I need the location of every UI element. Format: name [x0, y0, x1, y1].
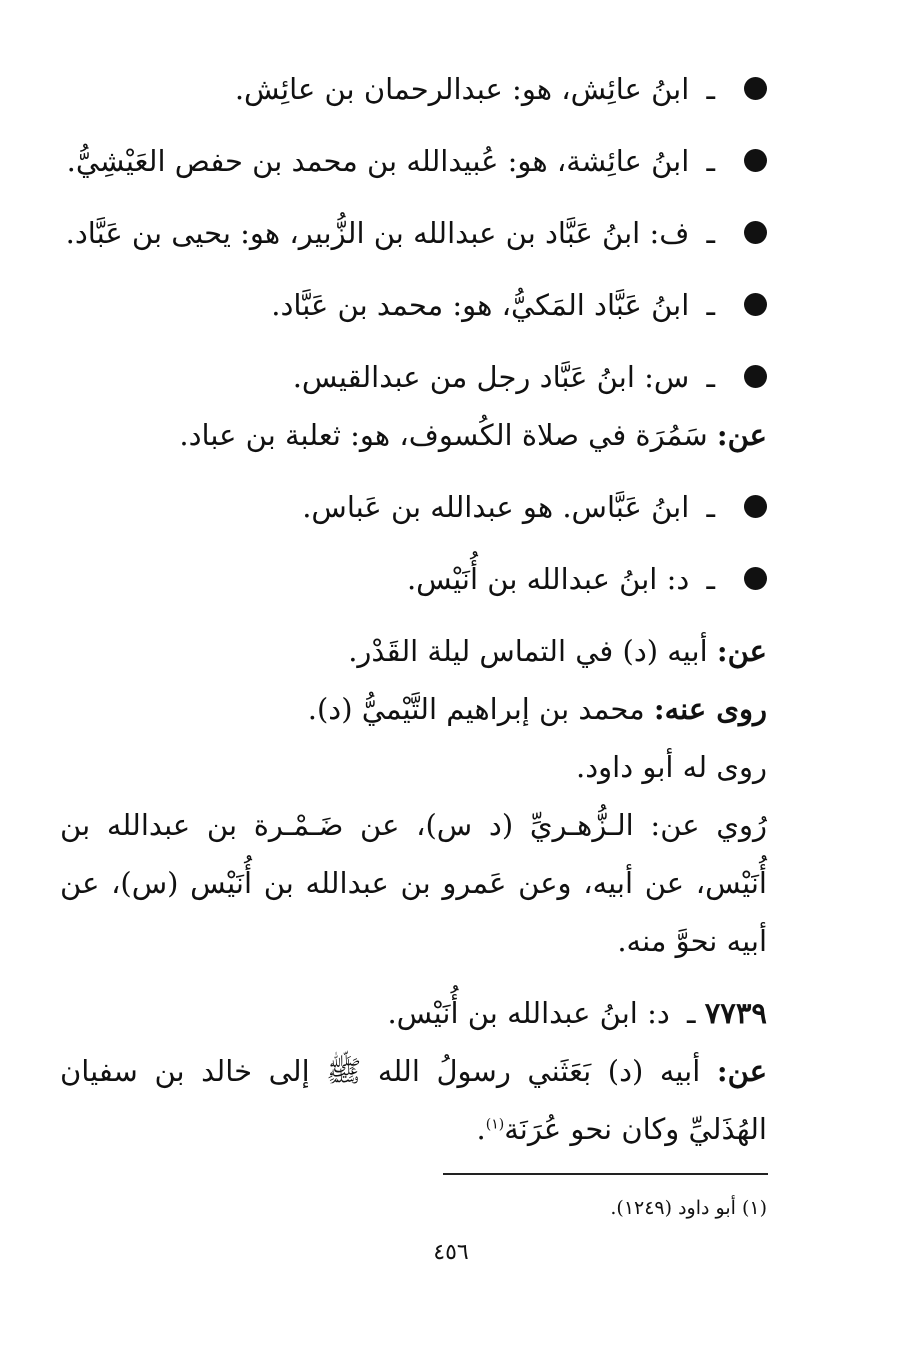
footnote-text: أبو داود (١٢٤٩).	[610, 1197, 736, 1219]
entry-text: أبيه (د) في التماس ليلة القَدْر.	[348, 634, 708, 668]
entry-an-samura	[60, 406, 767, 464]
bullet-icon	[744, 495, 767, 518]
entry-7739	[60, 984, 767, 1042]
entry-text: ابنُ عَبَّاس. هو عبدالله بن عَباس.	[302, 490, 690, 524]
text-block	[60, 60, 767, 1158]
dash: ـ	[686, 996, 696, 1030]
siglum: ف:	[649, 216, 690, 250]
siglum: س:	[644, 360, 690, 394]
bullet-icon	[744, 221, 767, 244]
entry-ibn-aisha	[60, 132, 767, 190]
entry-number: ٧٧٣٩	[704, 996, 767, 1030]
entry-text: ابنُ عائِش، هو: عبدالرحمان بن عائِش.	[234, 72, 690, 106]
entry-text: ابنُ عَبَّاد المَكيُّ، هو: محمد بن عَبَّاد.	[271, 288, 690, 322]
entry-text: ابنُ عَبَّاد رجل من عبدالقيس.	[292, 360, 635, 394]
label: عن:	[716, 1054, 768, 1088]
entry-text: ابنُ عبدالله بن أُنَيْس.	[387, 996, 638, 1030]
dash: ـ	[706, 288, 715, 322]
entry-an-abihi-baathani	[60, 1042, 767, 1158]
entry-text: ابنُ عائِشة، هو: عُبيدالله بن محمد بن حفص العَيْشِيُّ.	[66, 144, 690, 178]
dash: ـ	[706, 490, 715, 524]
entry-text: محمد بن إبراهيم التَّيْميُّ (د).	[307, 692, 645, 726]
dash: ـ	[706, 216, 715, 250]
bullet-icon	[744, 293, 767, 316]
entry-ibn-aish	[60, 60, 767, 118]
entry-rawa-anhu	[60, 680, 767, 738]
entry-text: ابنُ عبدالله بن أُنَيْس.	[406, 562, 658, 596]
page-number: ٤٥٦	[433, 1240, 469, 1265]
bullet-icon	[744, 567, 767, 590]
dash: ـ	[706, 72, 715, 106]
dash: ـ	[706, 144, 715, 178]
entry-text: رُوي عن: الـزُّهـريِّ (د س)، عن ضَـمْـرة بن عبدالله بن أُنَيْس، عن أبيه، وعن عَمرو بن عبدالله بن أُنَيْس (س)، عن أبيه نحوَّ منه.	[60, 808, 767, 958]
footnote	[610, 1193, 767, 1223]
bullet-icon	[744, 149, 767, 172]
siglum: د:	[666, 562, 690, 596]
entry-ibn-abbas	[60, 478, 767, 536]
entry-ibn-abbad-abdulqays	[60, 348, 767, 406]
entry-ruwiya-an	[60, 796, 767, 970]
entry-rawa-lahu	[60, 738, 767, 796]
dash: ـ	[706, 562, 715, 596]
siglum: د:	[647, 996, 670, 1030]
bullet-icon	[744, 77, 767, 100]
footnote-divider	[443, 1173, 768, 1175]
entry-ibn-abdullah-unays	[60, 550, 767, 608]
entry-ibn-abbad-makki	[60, 276, 767, 334]
label: روى عنه:	[653, 692, 767, 726]
entry-text: أبيه (د) بَعَثَني رسولُ الله ﷺ إلى خالد بن سفيان الهُذَليِّ وكان نحو عُرَنَة	[60, 1054, 767, 1146]
footnote-marker: (١)	[485, 1116, 505, 1133]
entry-an-abihi-laylat-alqadr	[60, 622, 767, 680]
dash: ـ	[706, 360, 715, 394]
entry-text: روى له أبو داود.	[576, 750, 767, 784]
footnote-marker: (١)	[741, 1197, 767, 1219]
entry-text: ابنُ عَبَّاد بن عبدالله بن الزُّبير، هو: يحيى بن عَبَّاد.	[65, 216, 641, 250]
label: عن:	[716, 418, 767, 452]
bullet-icon	[744, 365, 767, 388]
label: عن:	[716, 634, 767, 668]
entry-text-end: .	[476, 1112, 486, 1146]
entry-text: سَمُرَة في صلاة الكُسوف، هو: ثعلبة بن عباد.	[179, 418, 708, 452]
entry-ibn-abbad-zubayr	[60, 204, 767, 262]
